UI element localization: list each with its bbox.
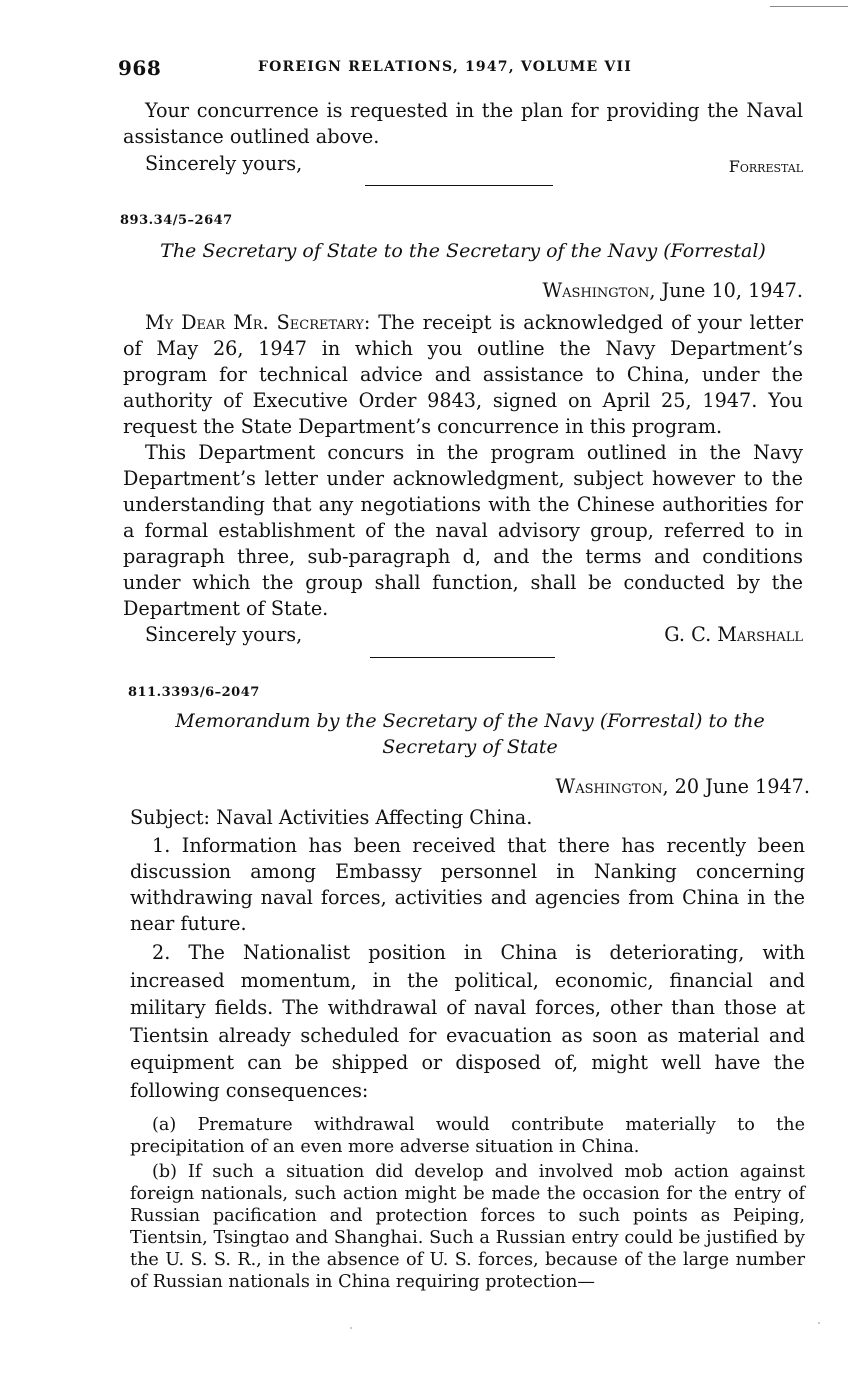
doc3-file-number: 811.3393/6–2047 (128, 685, 260, 700)
doc1-signature: Forrestal (728, 157, 803, 176)
doc3-subject: Subject: Naval Activities Affecting China. (130, 806, 533, 829)
doc2-dateline-place: Washington (542, 279, 650, 302)
doc3-title-line-1: Memorandum by the Secretary of the Navy (Forrestal) to the (175, 710, 765, 732)
doc2-title: The Secretary of State to the Secretary of the Navy (Forrestal) (160, 240, 766, 262)
separator-rule (365, 185, 553, 186)
doc2-body (123, 310, 803, 622)
doc1-closing (123, 98, 803, 150)
doc3-sub-a: (a) Premature withdrawal would contribute materially to the precipitation of an even more adverse situation in China. (130, 1115, 805, 1157)
doc2-salutation-close: Sincerely yours, (145, 623, 303, 646)
doc3-dateline (130, 775, 810, 801)
doc3-dateline-place: Washington (555, 775, 663, 798)
doc3-body (130, 805, 805, 1293)
doc2-dateline-date: , June 10, 1947. (649, 279, 803, 302)
running-head: FOREIGN RELATIONS, 1947, VOLUME VII (258, 59, 632, 75)
doc1-signature-line (123, 151, 803, 177)
doc3-sub-b: (b) If such a situation did develop and involved mob action against foreign nationals, such action might be made the occasion for the entry of Russian pacification and protection forces to such points as Peiping, Tientsin, Tsingtao and Shanghai. Such a Russian entry could be justified by the U. S. S. R., in the absence of U. S. forces, because of the large number of Russian nationals in China requiring protection— (130, 1162, 805, 1292)
scan-edge-line (770, 6, 848, 7)
doc3-item-1: 1. Information has been received that there has recently been discussion among Embassy personnel in Nanking concerning withdrawing naval forces, activities and agencies from China in the near future. (130, 834, 805, 935)
scan-speck (818, 1322, 820, 1324)
doc2-paragraph-1 (123, 310, 803, 440)
doc2-salutation: My Dear Mr. Secretary (145, 311, 364, 334)
doc2-signature: G. C. Marshall (664, 623, 803, 646)
page-header (118, 56, 808, 82)
doc3-dateline-date: , 20 June 1947. (662, 775, 810, 798)
doc1-closing-paragraph: Your concurrence is requested in the plan for providing the Naval assistance outlined above. (123, 99, 803, 148)
doc2-dateline (123, 279, 803, 305)
doc2-paragraph-2: This Department concurs in the program outlined in the Navy Department’s letter under acknowledgment, subject however to the understanding that any negotiations with the Chinese authorities for a formal establishment of the naval advisory group, referred to in paragraph three, sub-paragraph d, and the terms and conditions under which the group shall function, shall be conducted by the Department of State. (123, 441, 803, 620)
page-number: 968 (118, 56, 162, 80)
doc2-file-number: 893.34/5–2647 (120, 213, 233, 228)
separator-rule (370, 657, 555, 658)
doc2-paragraph-1-text: : The receipt is acknowledged of your letter of May 26, 1947 in which you outline the Navy Department’s program for technical advice and assistance to China, under the authority of Executive Order 9843, signed on April 25, 1947. You request the State Department’s concurrence in this program. (123, 311, 803, 438)
scan-speck (350, 1327, 352, 1329)
doc3-title-line-2: Secretary of State (382, 736, 558, 758)
doc3-item-2: 2. The Nationalist position in China is deteriorating, with increased momentum, in the political, economic, financial and military fields. The withdrawal of naval forces, other than those at Tientsin already scheduled for evacuation as soon as material and equipment can be shipped or disposed of, might well have the following consequences: (130, 941, 805, 1102)
doc2-signature-line (123, 622, 803, 648)
doc1-salutation-close: Sincerely yours, (145, 152, 303, 175)
